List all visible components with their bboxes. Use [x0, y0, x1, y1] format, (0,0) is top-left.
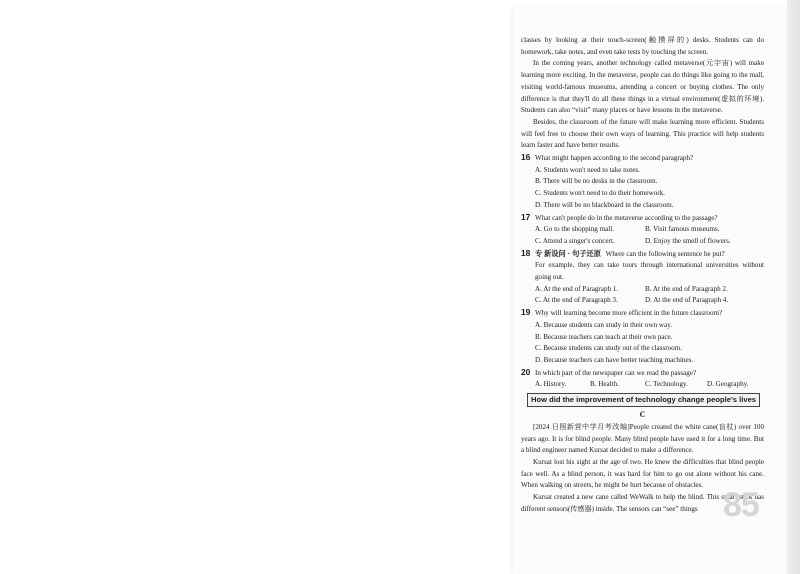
passage-paragraph: Kursat created a new cane called WeWalk to help the blind. This smart stick has different sensors(传感器) inside. The sensors can “see” things	[521, 493, 764, 513]
question-20	[521, 367, 764, 391]
question-text: Why will learning become more efficient in the future classroom?	[535, 309, 723, 318]
answer-option[interactable]: C. Students won't need to do their homework.	[535, 189, 665, 198]
passage-paragraph: In the coming years, another technology called metaverse(元宇宙) will make learning more exciting. In the metaverse, people can do things like going to the mall, visiting world-famous museums, attending a concert or buying clothes. The only difference is that they'll do all these things in a virtual environment(虚拟的环境). Students can also “visit” many places or have lessons in the metaverse.	[521, 59, 764, 115]
question-text: What might happen according to the second paragraph?	[535, 154, 694, 163]
passage-paragraph: classes by looking at their touch-screen(触摸屏的) desks. Students can do homework, take notes, and even take tests by touching the screen.	[521, 36, 764, 56]
answer-option[interactable]: D. Geography.	[707, 380, 749, 389]
question-number: 19	[521, 307, 531, 318]
section-letter: C	[639, 410, 646, 420]
passage-text: People created the white cane(盲杖) over 100 years ago. It is for blind people. Many blind people have used it for a long time. But a blind engineer named Kursat decided to make a difference.	[521, 422, 764, 455]
answer-option[interactable]: A. At the end of Paragraph 1.	[535, 284, 619, 293]
answer-option[interactable]: B. At the end of Paragraph 2.	[645, 284, 728, 293]
answer-option[interactable]: D. Because teachers can have better teaching machines.	[535, 355, 694, 364]
question-18	[521, 248, 764, 308]
question-type-tag: 专 新设问 · 句子还原	[535, 248, 601, 258]
answer-option[interactable]: B. There will be no desks in the classroom.	[535, 177, 658, 186]
passage-paragraph: Besides, the classroom of the future will make learning more efficient. Students will feel free to choose their own ways of learning. This practice will help students learn faster and have better results.	[521, 117, 764, 150]
answer-option[interactable]: C. At the end of Paragraph 3.	[535, 296, 618, 305]
question-text: Where can the following sentence be put?	[605, 249, 725, 258]
answer-option[interactable]: C. Because students can study out of the classroom.	[535, 344, 682, 353]
question-19	[521, 307, 764, 367]
passage-paragraph	[521, 422, 764, 457]
question-text: In which part of the newspaper can we read the passage?	[535, 368, 697, 377]
question-17	[521, 212, 764, 248]
answer-option[interactable]: A. Students won't need to take notes.	[535, 165, 640, 174]
page-number-watermark: 85	[723, 486, 759, 524]
answer-option[interactable]: A. History.	[535, 380, 567, 389]
question-number: 17	[521, 211, 531, 222]
answer-option[interactable]: A. Go to the shopping mall.	[535, 225, 615, 234]
question-16	[521, 152, 764, 212]
answer-option[interactable]: D. At the end of Paragraph 4.	[645, 296, 729, 305]
answer-option[interactable]: D. Enjoy the smell of flowers.	[645, 236, 731, 245]
answer-option[interactable]: C. Attend a singer's concert.	[535, 236, 615, 245]
answer-option[interactable]: C. Technology.	[645, 380, 688, 389]
passage-paragraph: Kursat lost his sight at the age of two. He knew the difficulties that blind people face well. As a blind person, it was hard for him to go out alone without his cane. When walking on streets, he might be hurt because of obstacles.	[521, 457, 764, 490]
topic-banner: How did the improvement of technology change people's lives	[527, 393, 760, 407]
question-number: 18	[521, 247, 531, 258]
page-edge-shadow	[787, 0, 800, 574]
answer-option[interactable]: D. There will be no blackboard in the classroom.	[535, 200, 674, 209]
question-number: 16	[521, 152, 531, 163]
answer-option[interactable]: B. Health.	[590, 380, 619, 389]
answer-option[interactable]: A. Because students can study in their own way.	[535, 320, 673, 329]
question-text: What can't people do in the metaverse according to the passage?	[535, 213, 718, 222]
answer-option[interactable]: B. Because teachers can teach at their own pace.	[535, 332, 673, 341]
question-number: 20	[521, 366, 531, 377]
source-note: [2024 日照新营中学月考改编]	[533, 422, 630, 431]
answer-option[interactable]: B. Visit famous museums.	[645, 225, 720, 234]
page-content	[521, 35, 764, 515]
sentence-to-insert: For example, they can take tours through international universities without going out.	[535, 261, 764, 282]
